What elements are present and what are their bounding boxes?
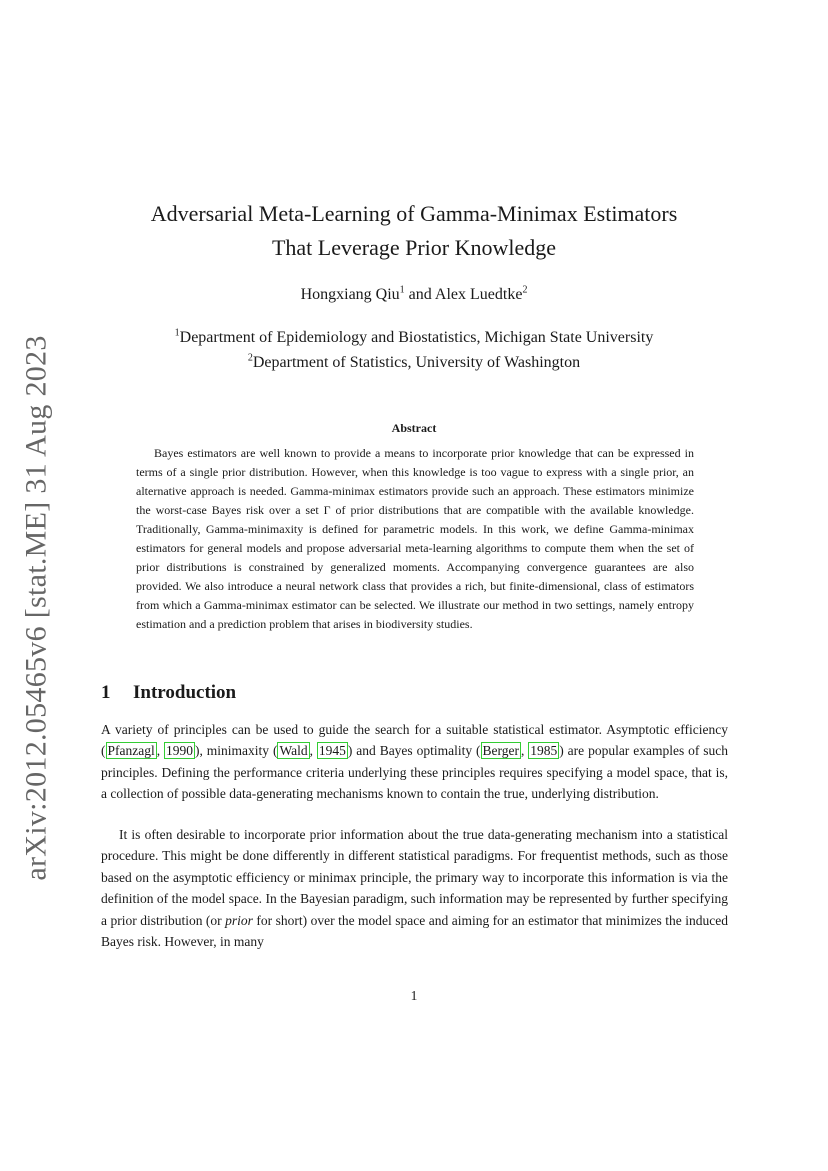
abstract-body: Bayes estimators are well known to provide a means to incorporate prior knowledge that can be expressed in terms of a single prior distribution. However, when this knowledge is too vague to express with a single prior, an alternative approach is needed. Gamma-minimax estimators provide such an approach. These estimators minimize the worst-case Bayes risk over a set Γ of prior distributions that are compatible with the available knowledge. Traditionally, Gamma-minimaxity is defined for parametric models. In this work, we define Gamma-minimax estimators for general models and propose adversarial meta-learning algorithms to compute them when the set of prior distributions is constrained by generalized moments. Accompanying convergence guarantees are also provided. We also introduce a neural network class that provides a rich, but finite-dimensional, class of estimators from which a Gamma-minimax estimator can be selected. We illustrate our method in two settings, namely entropy estimation and a prediction problem that arises in biodiversity studies. xyxy=(136,446,694,631)
citation-separator: , xyxy=(521,743,529,759)
author-list xyxy=(100,286,728,304)
citation-link[interactable]: 1985 xyxy=(530,743,558,759)
paragraph-text: ) are popular examples of such principles. Defining the performance criteria underlying these principles requires specifying a model space, that is, a collection of possible data-generating mechanisms known to contain the true, underlying distribution. xyxy=(101,743,728,802)
paragraph-text: It is often desirable to incorporate prior information about the true data-generating mechanism into a statistical procedure. This might be done differently in different statistical paradigms. For frequentist methods, such as those based on the asymptotic efficiency or minimax principle, the primary way to incorporate this information is via the definition of the model space. In the Bayesian paradigm, such information may be represented by further specifying a prior distribution (or xyxy=(101,827,728,928)
citation-link[interactable]: 1990 xyxy=(166,743,194,759)
section-heading xyxy=(101,682,236,704)
arxiv-identifier: arXiv:2012.05465v6 [stat.ME] 31 Aug 2023 xyxy=(20,335,54,881)
author-affiliation-mark: 2 xyxy=(522,284,528,296)
affiliation-text: Department of Epidemiology and Biostatistics, Michigan State University xyxy=(179,329,654,346)
paragraph-text: A variety of principles can be used to guide the search for a suitable statistical estimator. Asymptotic efficiency ( xyxy=(101,722,728,759)
affiliation-mark: 1 xyxy=(174,327,180,339)
paper-title xyxy=(100,197,728,265)
citation-separator: , xyxy=(309,743,317,759)
paragraph-text: ), minimaxity ( xyxy=(195,743,278,759)
citation-link[interactable]: Pfanzagl xyxy=(107,743,155,759)
section-number: 1 xyxy=(101,682,111,703)
author-name: Alex Luedtke xyxy=(434,286,523,303)
affiliation-text: Department of Statistics, University of Washington xyxy=(252,354,581,371)
emphasized-term: prior xyxy=(225,912,253,928)
paragraph-text: for short) over the model space and aiming for an estimator that minimizes the induced Bayes risk. However, in many xyxy=(101,912,728,950)
title-line-1: Adversarial Meta-Learning of Gamma-Minimax Estimators xyxy=(150,201,678,226)
author-name: Hongxiang Qiu xyxy=(300,286,400,303)
author-affiliation-mark: 1 xyxy=(399,284,405,296)
page-number: 1 xyxy=(410,988,418,1003)
author-conjunction: and xyxy=(408,286,432,303)
citation-link[interactable]: Wald xyxy=(279,743,308,759)
abstract-heading: Abstract xyxy=(391,421,437,435)
body-paragraph xyxy=(101,719,728,805)
citation-link[interactable]: 1945 xyxy=(318,743,346,759)
affiliation xyxy=(100,325,728,350)
paragraph-text: ) and Bayes optimality ( xyxy=(347,743,481,759)
affiliation xyxy=(100,350,728,375)
section-title: Introduction xyxy=(133,682,237,703)
arxiv-side-identifier-container xyxy=(12,335,62,881)
affiliations xyxy=(100,325,728,375)
citation-separator: , xyxy=(156,743,165,759)
affiliation-mark: 2 xyxy=(247,352,253,364)
body-paragraph xyxy=(101,824,728,952)
citation-link[interactable]: Berger xyxy=(482,743,519,759)
title-line-2: That Leverage Prior Knowledge xyxy=(271,235,557,260)
